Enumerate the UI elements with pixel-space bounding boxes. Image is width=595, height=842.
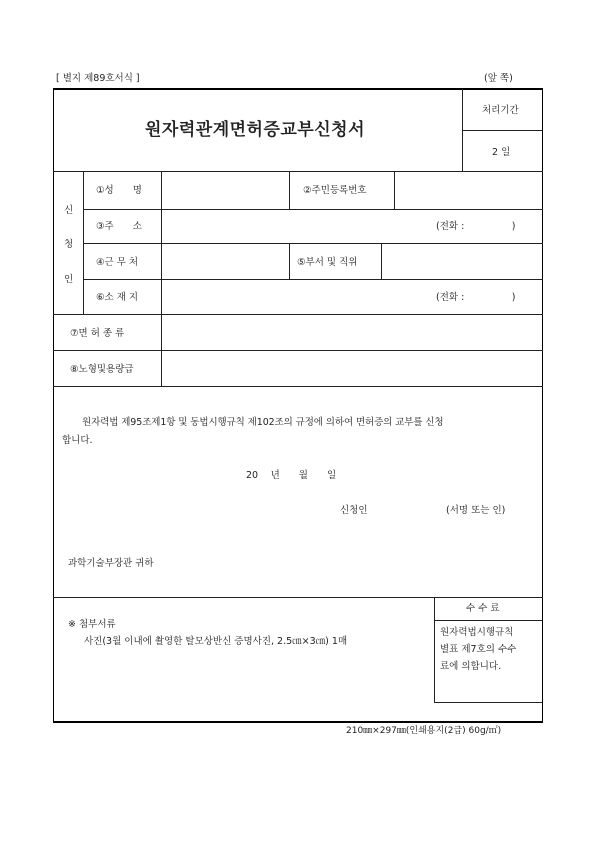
divider: [434, 597, 435, 702]
sign-hint: (서명 또는 인): [446, 505, 506, 516]
processing-period-value: 2 일: [492, 147, 511, 158]
address-label: ③주 소: [96, 221, 142, 232]
divider: [434, 702, 542, 703]
attachments-label: ※ 첨부서류: [68, 619, 116, 630]
license-type-field[interactable]: [162, 315, 542, 350]
page-side-label: (앞 쪽): [484, 73, 513, 84]
resident-number-label: ②주민등록번호: [303, 185, 367, 196]
name-label: ①성 명: [96, 185, 142, 196]
frame-top: [53, 88, 543, 90]
application-statement: 원자력법 제95조제1항 및 동법시행규칙 제102조의 규정에 의하여 면허증의 교부를 신청: [82, 417, 444, 428]
divider: [53, 597, 543, 598]
frame-right: [542, 88, 543, 722]
divider: [289, 171, 290, 209]
attachments-item: 사진(3월 이내에 촬영한 탈모상반신 증명사진, 2.5㎝×3㎝) 1매: [84, 636, 348, 647]
fee-line-1: 원자력법시행규칙: [440, 627, 514, 638]
divider: [434, 620, 542, 621]
address-field[interactable]: [162, 210, 422, 243]
experience-field[interactable]: [162, 351, 542, 386]
applicant-section-char: 청: [64, 239, 74, 250]
form-number: [ 별지 제89호서식 ]: [56, 73, 140, 84]
divider: [289, 243, 290, 279]
divider: [462, 130, 542, 131]
location-phone-label: (전화 : ): [436, 292, 516, 303]
license-type-label: ⑦면 허 종 류: [70, 328, 125, 339]
divider: [53, 386, 543, 387]
name-field[interactable]: [162, 172, 289, 209]
department-field[interactable]: [382, 244, 542, 279]
fee-line-2: 별표 제7호의 수수: [440, 644, 517, 655]
paper-spec: 210㎜×297㎜(인쇄용지(2급) 60g/㎡): [346, 726, 502, 736]
address-phone-label: (전화 : ): [436, 221, 516, 232]
page-title: 원자력관계면허증교부신청서: [145, 120, 365, 140]
workplace-field[interactable]: [162, 244, 289, 279]
department-label: ⑤부서 및 직위: [297, 257, 358, 268]
frame-left: [53, 88, 54, 722]
date-line: 20 년 월 일: [246, 470, 337, 481]
fee-line-3: 료에 의합니다.: [440, 661, 502, 672]
processing-period-label: 처리기간: [482, 105, 519, 116]
location-field[interactable]: [162, 280, 422, 314]
location-label: ⑥소 재 지: [96, 292, 139, 303]
experience-label: ⑧노형및용량급: [70, 364, 134, 375]
workplace-label: ④근 무 처: [96, 257, 139, 268]
application-statement-cont: 합니다.: [62, 435, 93, 446]
addressee: 과학기술부장관 귀하: [68, 558, 154, 569]
applicant-section-char: 신: [64, 205, 74, 216]
applicant-section-char: 인: [64, 274, 74, 285]
frame-bottom: [53, 721, 543, 723]
applicant-sign-label: 신청인: [340, 505, 368, 516]
resident-number-field[interactable]: [395, 172, 542, 209]
fee-label: 수 수 료: [466, 603, 500, 614]
